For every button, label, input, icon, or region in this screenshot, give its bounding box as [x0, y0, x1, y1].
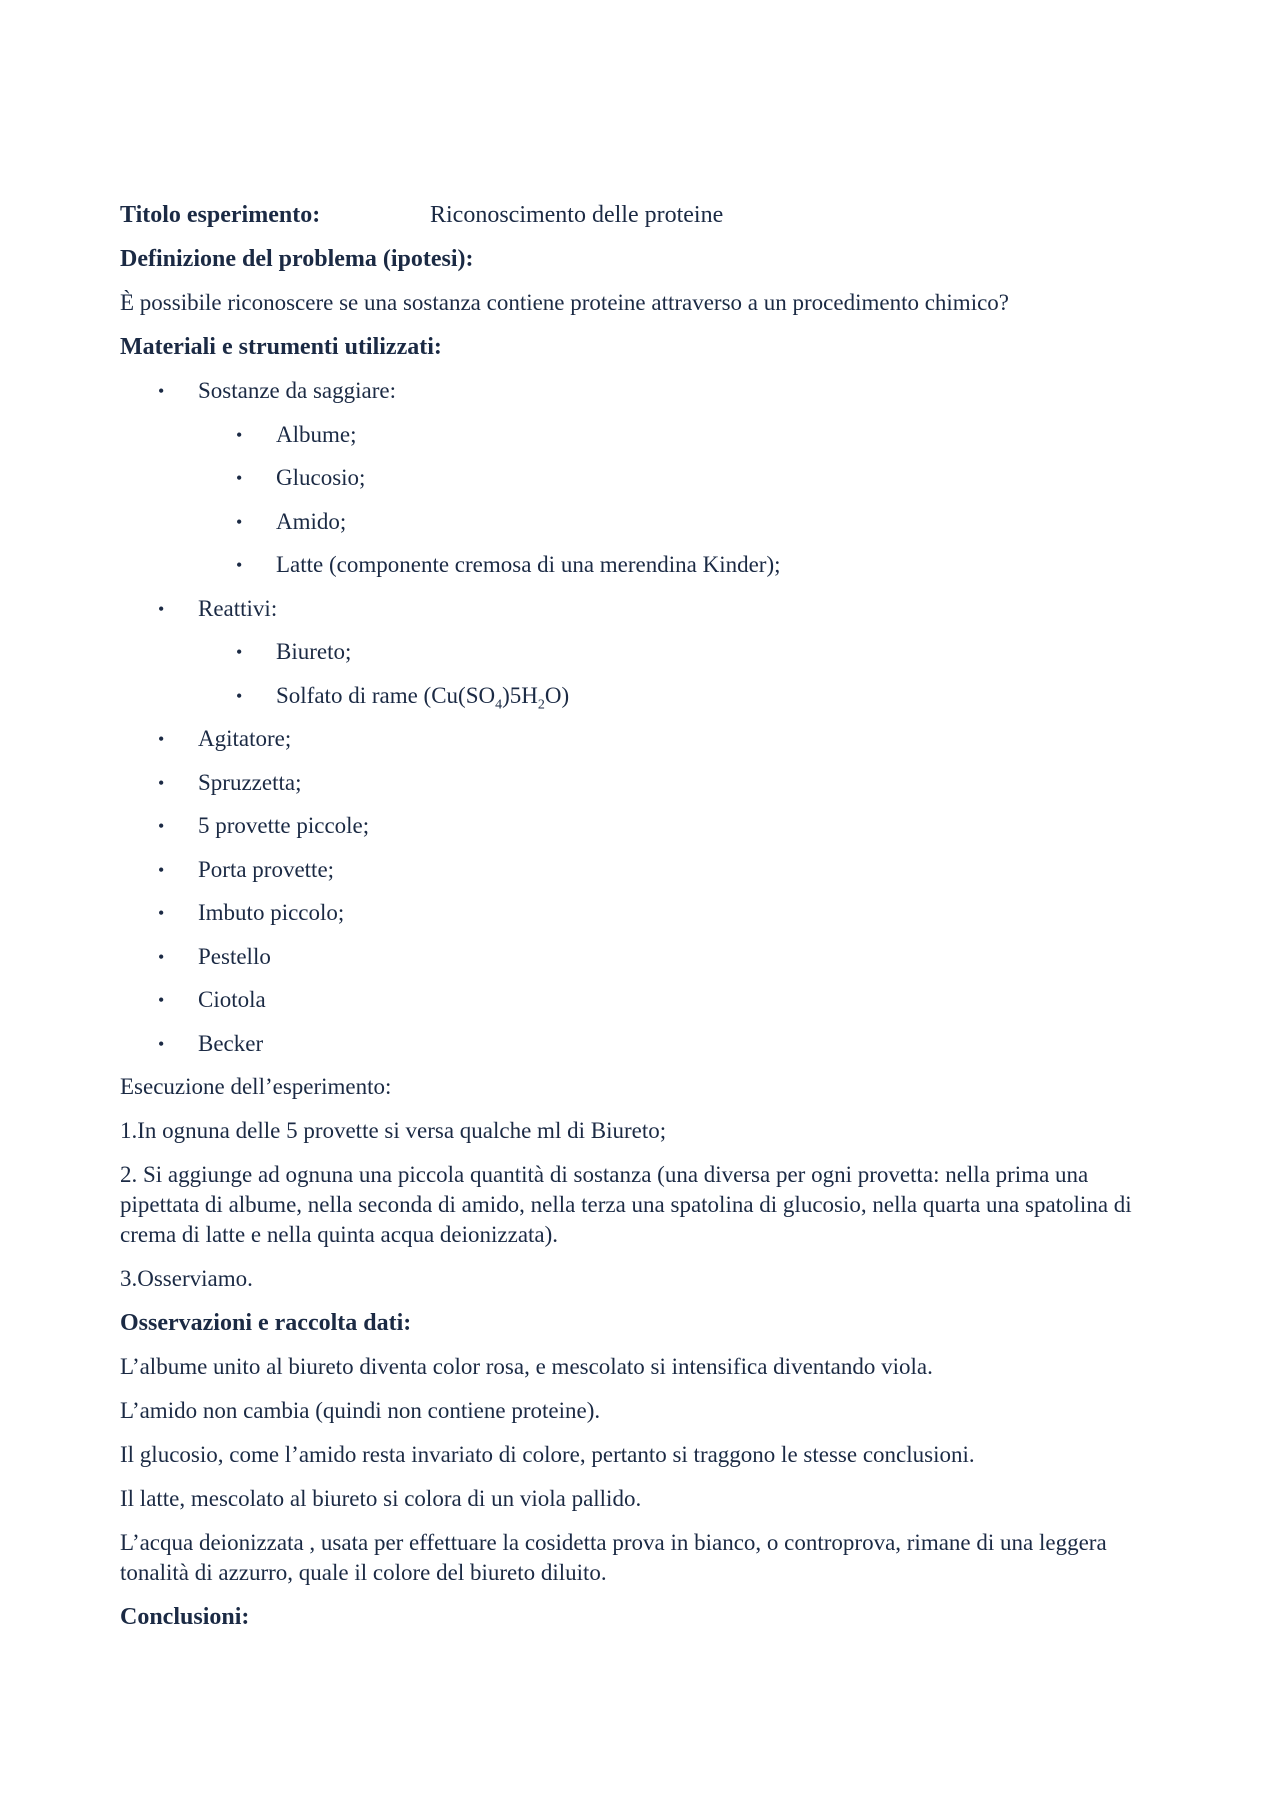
- sostanze-label: Sostanze da saggiare:: [198, 378, 396, 403]
- problem-heading: Definizione del problema (ipotesi):: [120, 246, 474, 272]
- sostanza-item: Albume;: [276, 421, 357, 447]
- strumento-item: Becker: [198, 1030, 264, 1056]
- observations-heading: Osservazioni e raccolta dati:: [120, 1310, 412, 1336]
- formula-subscript: 2: [537, 697, 545, 713]
- execution-step: 1.In ognuna delle 5 provette si versa qualche ml di Biureto;: [120, 1118, 667, 1143]
- reattivi-label: Reattivi:: [198, 595, 278, 621]
- execution-step: 2. Si aggiunge ad ognuna una piccola quantità di sostanza (una diversa per ogni provetta: nella prima una pipettata di albume, nella seconda di amido, nella terza una spatolina di glucosio, nella quarta una spatolina di crema di latte e nella quinta acqua deionizzata).: [120, 1162, 1132, 1247]
- list-item: [120, 855, 1160, 885]
- execution-heading: Esecuzione dell’esperimento:: [120, 1074, 392, 1099]
- strumento-item: Ciotola: [198, 987, 266, 1012]
- list-item: [120, 637, 1160, 667]
- formula-part: )5H: [502, 682, 538, 708]
- strumento-item: Agitatore;: [198, 726, 292, 751]
- observation-item: Il glucosio, come l’amido resta invariato di colore, pertanto si traggono le stesse conclusioni.: [120, 1442, 975, 1467]
- list-item: [120, 420, 1160, 450]
- strumento-item: Spruzzetta;: [198, 769, 302, 795]
- problem-text: È possibile riconoscere se una sostanza contiene proteine attraverso a un procedimento chimico?: [120, 290, 1010, 315]
- strumento-item: Porta provette;: [198, 856, 335, 882]
- bullet-icon: •: [158, 1033, 165, 1054]
- sostanza-item: Latte (componente cremosa di una merendina Kinder);: [276, 552, 781, 577]
- sostanza-item: Amido;: [276, 508, 347, 534]
- bullet-icon: •: [236, 642, 243, 662]
- bullet-icon: •: [158, 946, 165, 967]
- bullet-icon: •: [158, 859, 165, 880]
- bullet-icon: •: [158, 598, 165, 619]
- list-item: [120, 376, 1160, 406]
- observation-item: Il latte, mescolato al biureto si colora di un viola pallido.: [120, 1486, 642, 1511]
- list-item: [120, 985, 1160, 1015]
- reattivo-item: Biureto;: [276, 639, 352, 664]
- observation-item: L’acqua deionizzata , usata per effettuare la cosidetta prova in bianco, o controprova, rimane di una leggera tonalità di azzurro, quale il colore del biureto diluito.: [120, 1530, 1107, 1585]
- title-label: Titolo esperimento:: [120, 202, 321, 228]
- list-item: [120, 942, 1160, 972]
- formula-subscript: 4: [495, 697, 503, 713]
- strumento-item: Imbuto piccolo;: [198, 900, 345, 925]
- list-item: [120, 811, 1160, 841]
- sostanza-item: Glucosio;: [276, 465, 366, 490]
- bullet-icon: •: [158, 816, 165, 836]
- bullet-icon: •: [236, 424, 243, 445]
- bullet-icon: •: [236, 511, 243, 532]
- bullet-icon: •: [236, 555, 243, 575]
- list-item: [120, 594, 1160, 624]
- list-item: [120, 463, 1160, 493]
- list-item: [120, 507, 1160, 537]
- bullet-icon: •: [158, 772, 165, 793]
- list-item: [120, 898, 1160, 928]
- bullet-icon: •: [158, 729, 165, 749]
- bullet-icon: •: [236, 685, 243, 706]
- reattivo-item: [276, 682, 570, 713]
- formula-part: O): [544, 682, 570, 708]
- strumento-item: Pestello: [198, 943, 271, 969]
- title-value: Riconoscimento delle proteine: [430, 202, 724, 228]
- bullet-icon: •: [158, 990, 165, 1010]
- bullet-icon: •: [158, 903, 165, 923]
- materials-list: [120, 376, 1160, 1059]
- list-item: [120, 724, 1160, 754]
- observation-item: L’amido non cambia (quindi non contiene proteine).: [120, 1398, 601, 1423]
- document-page: [120, 200, 1160, 1646]
- bullet-icon: •: [236, 468, 243, 488]
- execution-step: 3.Osserviamo.: [120, 1266, 253, 1291]
- formula-part: Solfato di rame (Cu(SO: [276, 682, 496, 708]
- materials-heading: Materiali e strumenti utilizzati:: [120, 334, 442, 360]
- observation-item: L’albume unito al biureto diventa color rosa, e mescolato si intensifica diventando viola.: [120, 1354, 933, 1379]
- title-row: [120, 200, 1160, 230]
- list-item: [120, 768, 1160, 798]
- list-item: [120, 1029, 1160, 1059]
- list-item: [120, 550, 1160, 580]
- strumento-item: 5 provette piccole;: [198, 813, 370, 838]
- conclusions-heading: Conclusioni:: [120, 1604, 250, 1630]
- list-item: [120, 681, 1160, 711]
- bullet-icon: •: [158, 381, 165, 401]
